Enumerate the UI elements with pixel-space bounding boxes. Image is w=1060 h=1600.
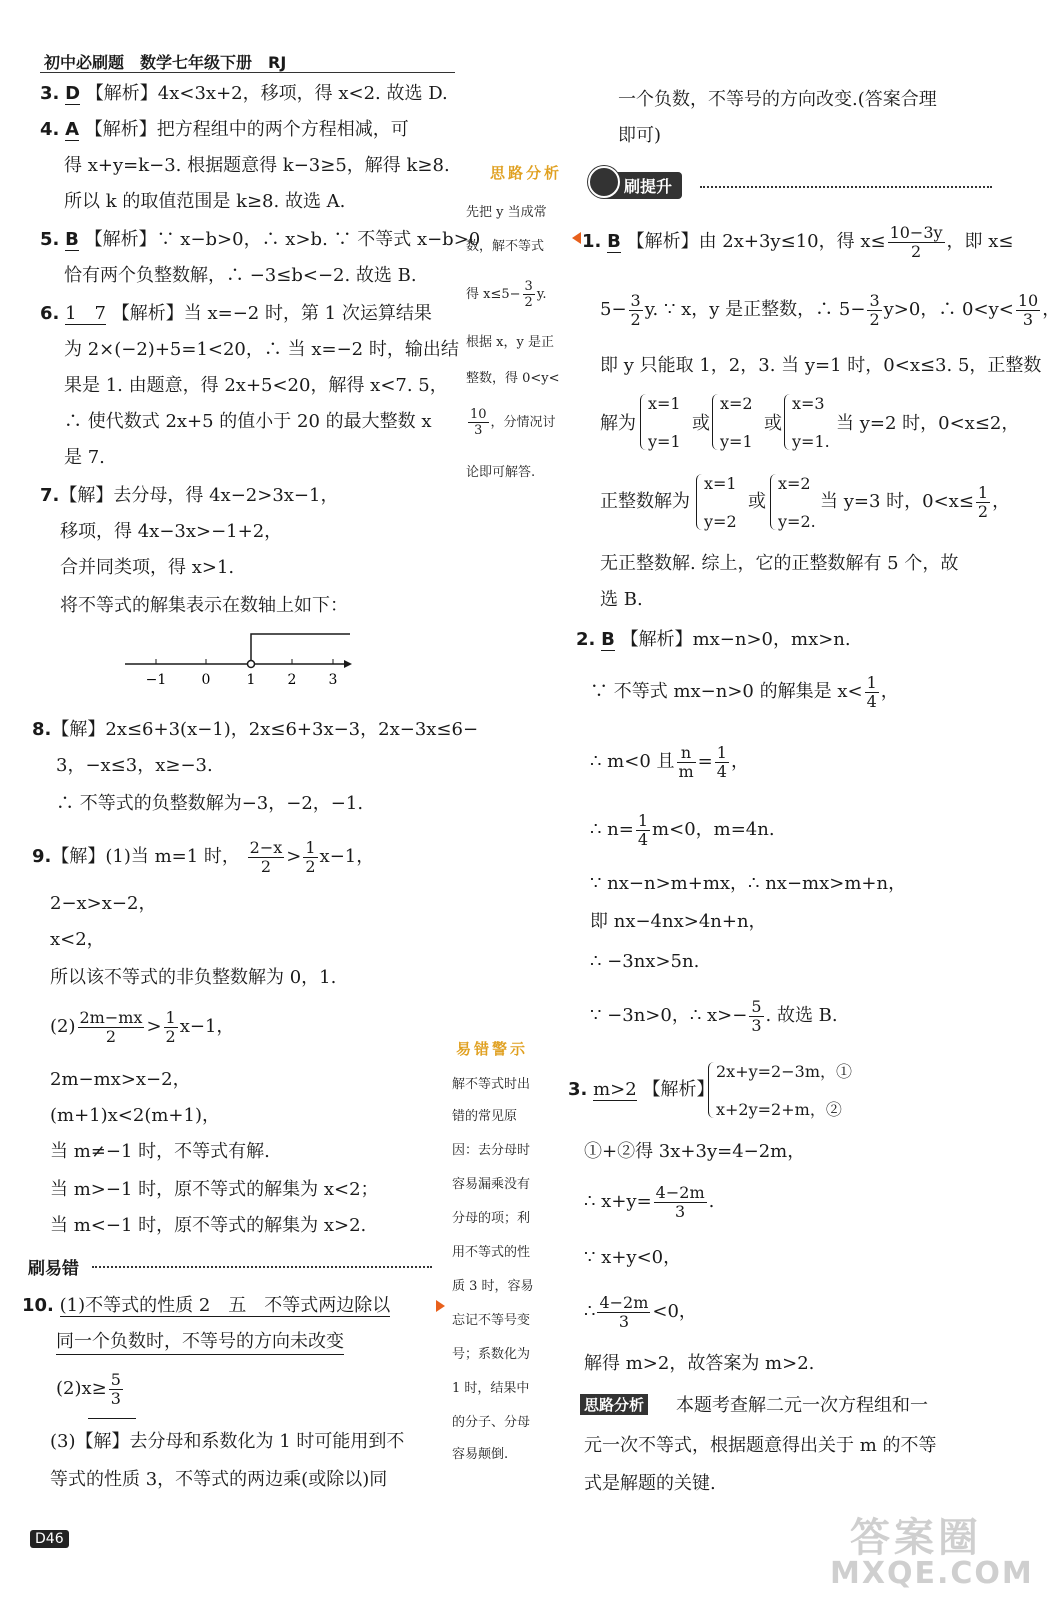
equation-brace [770, 474, 776, 530]
question-9-line: 当 m>−1 时，原不等式的解集为 x<2； [50, 1179, 379, 1200]
right-question-1: 1. B 【解析】由 2x+3y≤10，得 x≤ $\frac{10-3y}{2}$ ，即 x≤ [582, 222, 1014, 261]
right-question-2-line: ∵ nx−n>m+mx，∴ nx−mx>m+n， [590, 873, 907, 894]
equation-brace [640, 394, 646, 450]
question-4-line: 所以 k 的取值范围是 k≥8. 故选 A. [64, 191, 346, 212]
question-4: 4. A 【解析】把方程组中的两个方程相减，可 [40, 119, 409, 140]
question-6-line: 为 2×(−2)+5=1<20，∴ 当 x=−2 时，输出结 [64, 339, 459, 360]
continued-text: 即可) [618, 125, 662, 146]
right-question-1-line: 解为 [600, 413, 636, 434]
system-equation: x=3 [792, 394, 825, 413]
right-question-3-line: ∴ $\frac{4-2m}{3}$ <0， [584, 1292, 697, 1331]
system-equation: y=1 [648, 432, 681, 451]
right-question-1-line: 选 B. [600, 589, 643, 610]
watermark-url: MXQE.COM [830, 1556, 1034, 1591]
side-note-line: 根据 x，y 是正 [466, 335, 554, 350]
question-5: 5. B 【解析】∵ x−b>0，∴ x>b. ∵ 不等式 x−b>0 [40, 229, 481, 250]
right-question-3-line: 本题考查解二元一次方程组和一 [676, 1395, 928, 1416]
right-question-2-line: ∴ −3nx>5n. [590, 951, 700, 972]
question-8-line: ∴ 不等式的负整数解为−3，−2，−1. [56, 793, 364, 814]
right-question-3: 3. m>2 【解析】 [568, 1079, 715, 1100]
equation-brace [712, 394, 718, 450]
question-8-line: 3，−x≤3，x≥−3. [56, 755, 213, 776]
question-10-line: (3)【解】去分母和系数化为 1 时可能用到不 [50, 1431, 405, 1452]
right-question-1-line: 当 y=3 时，0<x≤ $\frac{1}{2}$ ， [820, 482, 1011, 521]
question-7-line: 合并同类项，得 x>1. [60, 557, 235, 578]
right-question-3-line: ①+②得 3x+3y=4−2m， [584, 1141, 806, 1162]
header-rule [40, 72, 455, 73]
system-equation: y=1 [720, 432, 753, 451]
section-title-mistakes: 刷易错 [28, 1259, 79, 1279]
question-7-line: 将不等式的解集表示在数轴上如下： [60, 595, 348, 616]
tick-label: 1 [246, 672, 256, 688]
analysis-tag: 思路分析 [580, 1394, 648, 1415]
right-question-1-line: 正整数解为 [600, 491, 690, 512]
right-question-3-line: ∴ x+y= $\frac{4-2m}{3}$ . [584, 1182, 715, 1221]
equation-brace [708, 1062, 714, 1118]
system-equation: x+2y=2+m，② [716, 1100, 842, 1119]
tick-label: 0 [201, 672, 211, 688]
equation-brace [784, 394, 790, 450]
side-note-line: $\frac{10}{3}$ ，分情况讨 [470, 407, 556, 438]
question-9-line: 所以该不等式的非负整数解为 0，1. [50, 967, 337, 988]
question-9-line: 2m−mx>x−2， [50, 1069, 191, 1090]
system-equation: x=2 [720, 394, 753, 413]
right-question-2-line: ∵ −3n>0，∴ x>− $\frac{5}{3}$ . 故选 B. [590, 996, 838, 1035]
tick-label: 3 [328, 672, 338, 688]
side-note-line: 的分子、分母 [452, 1415, 531, 1430]
question-6-line: 是 7. [64, 447, 105, 468]
question-9-line: 当 m≠−1 时，不等式有解. [50, 1141, 270, 1162]
number-line [120, 626, 370, 692]
tick-label: 2 [287, 672, 297, 688]
question-10: 10. (1)不等式的性质 2 五 不等式两边除以 [22, 1295, 391, 1316]
question-9-line: 2−x>x−2， [50, 893, 157, 914]
question-10-part2: (2)x≥ $\frac{5}{3}$ [56, 1369, 121, 1408]
side-note-line: 因：去分母时 [452, 1143, 531, 1158]
question-9-line: (m+1)x<2(m+1)， [50, 1105, 220, 1126]
side-note-line: 容易颠倒. [452, 1447, 509, 1462]
question-9-part2: (2) $\frac{2m-mx}{2}$ > $\frac{1}{2}$ x−1， [50, 1007, 235, 1046]
side-note-line: 解不等式时出 [452, 1077, 531, 1092]
or-word: 或 [692, 413, 710, 434]
page-number: D46 [30, 1530, 69, 1548]
side-note-line: 得 x≤5− $\frac{3}{2}$ y. [466, 279, 547, 310]
question-6-line: 果是 1. 由题意，得 2x+5<20，解得 x<7. 5， [64, 375, 448, 396]
system-equation: x=1 [704, 474, 737, 493]
question-9: 9.【解】(1)当 m=1 时， $\frac{2-x}{2}$ > $\frac{1}{2}$ x−1， [32, 837, 375, 876]
right-question-1-line: 当 y=2 时，0<x≤2， [836, 413, 1020, 434]
right-question-3-line: 解得 m>2，故答案为 m>2. [584, 1353, 815, 1374]
system-equation: 2x+y=2−3m，① [716, 1062, 852, 1081]
section-banner-improve: 刷提升 [594, 172, 682, 199]
right-question-1-line: 无正整数解. 综上，它的正整数解有 5 个，故 [600, 553, 959, 574]
right-question-3-line: ∵ x+y<0， [584, 1247, 682, 1268]
question-4-line: 得 x+y=k−3. 根据题意得 k−3≥5，解得 k≥8. [64, 155, 450, 176]
system-equation: x=2 [778, 474, 811, 493]
side-note-title: 思路分析 [490, 164, 563, 182]
marker-arrow [572, 232, 581, 244]
answer-underline [88, 1418, 136, 1419]
section-banner-icon [588, 166, 620, 198]
side-note-line: 质 3 时，容易 [452, 1279, 534, 1294]
right-question-2-line: 即 nx−4nx>4n+n， [590, 911, 767, 932]
system-equation: y=2 [704, 512, 737, 531]
equation-brace [696, 474, 702, 530]
question-9-line: x<2， [50, 929, 105, 950]
watermark-logo: 答案圈 [850, 1515, 982, 1561]
right-question-1-line: 即 y 只能取 1，2，3. 当 y=1 时，0<x≤3. 5，正整数 [600, 355, 1042, 376]
question-6-line: ∴ 使代数式 2x+5 的值小于 20 的最大整数 x [64, 411, 432, 432]
side-note-line: 先把 y 当成常 [466, 205, 547, 220]
or-word: 或 [764, 413, 782, 434]
question-7: 7.【解】去分母，得 4x−2>3x−1， [40, 485, 339, 506]
right-question-3-line: 元一次不等式，根据题意得出关于 m 的不等 [584, 1435, 937, 1456]
section-dots [92, 1266, 432, 1268]
right-question-2-line: ∴ n= $\frac{1}{4}$ m<0，m=4n. [590, 810, 775, 849]
system-equation: y=2. [778, 512, 816, 531]
side-note-line: 错的常见原 [452, 1109, 518, 1124]
system-equation: x=1 [648, 394, 681, 413]
question-7-line: 移项，得 4x−3x>−1+2， [60, 521, 283, 542]
question-3: 3. D 【解析】4x<3x+2，移项，得 x<2. 故选 D. [40, 83, 448, 104]
side-note-line: 容易漏乘没有 [452, 1177, 531, 1192]
section-dots [700, 186, 992, 188]
right-question-3-line: 式是解题的关键. [584, 1473, 716, 1494]
question-5-line: 恰有两个负整数解，∴ −3≤b<−2. 故选 B. [64, 265, 417, 286]
question-8: 8.【解】2x≤6+3(x−1)，2x≤6+3x−3，2x−3x≤6− [32, 719, 479, 740]
side-note-line: 论即可解答. [466, 465, 536, 480]
tick-label: −1 [145, 672, 167, 688]
right-question-2-line: ∵ 不等式 mx−n>0 的解集是 x< $\frac{1}{4}$ ， [590, 672, 899, 711]
question-9-line: 当 m<−1 时，原不等式的解集为 x>2. [50, 1215, 367, 1236]
side-note-line: 数，解不等式 [466, 239, 545, 254]
continued-text: 一个负数，不等号的方向改变.(答案合理 [618, 89, 937, 110]
right-question-2-line: ∴ m<0 且 $\frac{n}{m}$ = $\frac{1}{4}$ ， [590, 742, 749, 781]
side-note-line: 分母的项；利 [452, 1211, 531, 1226]
right-question-1-line: 5− $\frac{3}{2}$ y. ∵ x，y 是正整数，∴ 5− $\frac{3}{2}$ y>0，∴ 0<y< $\frac{10}{3}$ ， [600, 290, 1060, 329]
side-note-line: 忘记不等号变 [452, 1313, 531, 1328]
side-note-line: 号；系数化为 [452, 1347, 531, 1362]
or-word: 或 [748, 491, 766, 512]
side-note-line: 整数，得 0<y< [466, 371, 560, 386]
side-note-line: 1 时，结果中 [452, 1381, 530, 1396]
question-6: 6. 1 7 【解析】当 x=−2 时，第 1 次运算结果 [40, 303, 432, 324]
system-equation: y=1. [792, 432, 830, 451]
side-note-title: 易错警示 [456, 1040, 529, 1058]
side-note-line: 用不等式的性 [452, 1245, 531, 1260]
book-header: 初中必刷题 数学七年级下册 RJ [44, 53, 287, 72]
marker-arrow [436, 1300, 445, 1312]
question-10-line: 等式的性质 3，不等式的两边乘(或除以)同 [50, 1469, 388, 1490]
question-10-line: 同一个负数时，不等号的方向未改变 [56, 1330, 344, 1355]
right-question-2: 2. B 【解析】mx−n>0，mx>n. [576, 629, 851, 650]
